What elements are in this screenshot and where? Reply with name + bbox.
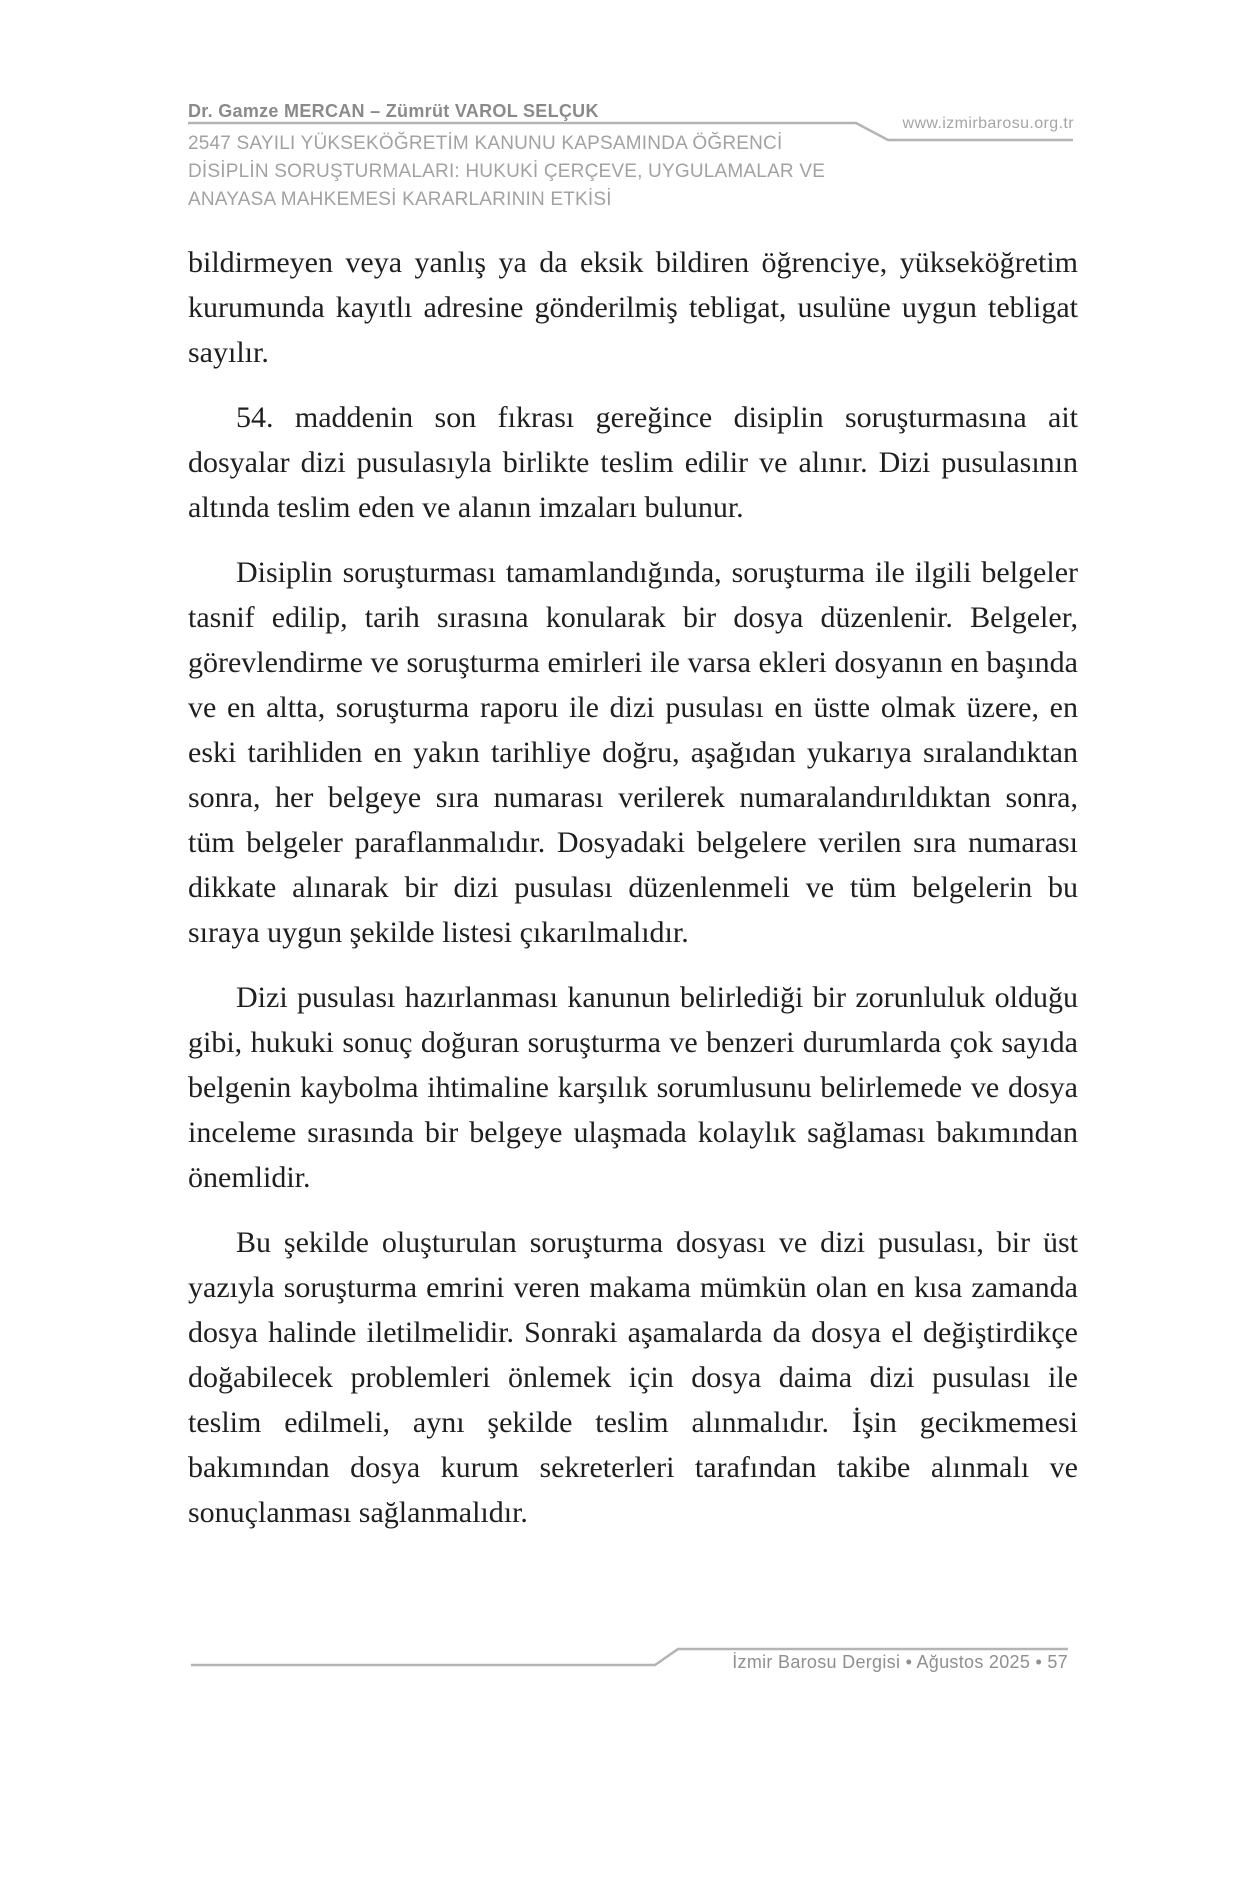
body-paragraph-4: Dizi pusulası hazırlanması kanunun belirlediği bir zorunluluk olduğu gibi, hukuki sonuç doğuran soruşturma ve benzeri durumlarda çok sayıda belgenin kaybolma ihtimaline karşılık sorumlusunu belirlemede ve dosya inceleme sırasında bir belgeye ulaşmada kolaylık sağlaması bakımından önemlidir. xyxy=(188,981,1078,1194)
article-title-line-2: DİSİPLİN SORUŞTURMALARI: HUKUKİ ÇERÇEVE, UYGULAMALAR VE xyxy=(188,161,826,182)
article-title xyxy=(188,130,948,214)
authors-line: Dr. Gamze MERCAN – Zümrüt VAROL SELÇUK xyxy=(188,101,599,121)
body-paragraph-3: Disiplin soruşturması tamamlandığında, soruşturma ile ilgili belgeler tasnif edilip, tarih sırasına konularak bir dosya düzenlenir. Belgeler, görevlendirme ve soruşturma emirleri ile varsa ekleri dosyanın en başında ve en altta, soruşturma raporu ile dizi pusulası en üstte olmak üzere, en eski tarihliden en yakın tarihliye doğru, aşağıdan yukarıya sıralandıktan sonra, her belgeye sıra numarası verilerek numaralandırıldıktan sonra, tüm belgeler paraflanmalıdır. Dosyadaki belgelere verilen sıra numarası dikkate alınarak bir dizi pusulası düzenlenmeli ve tüm belgelerin bu sıraya uygun şekilde listesi çıkarılmalıdır. xyxy=(188,556,1078,949)
body-paragraph-1: bildirmeyen veya yanlış ya da eksik bildiren öğrenciye, yükseköğretim kurumunda kayıtlı adresine gönderilmiş tebligat, usulüne uygun tebligat sayılır. xyxy=(188,246,1078,369)
article-title-line-1: 2547 SAYILI YÜKSEKÖĞRETİM KANUNU KAPSAMINDA ÖĞRENCİ xyxy=(188,133,783,154)
body-paragraph-5: Bu şekilde oluşturulan soruşturma dosyası ve dizi pusulası, bir üst yazıyla soruşturma emrini veren makama mümkün olan en kısa zamanda dosya halinde iletilmelidir. Sonraki aşamalarda da dosya el değiştirdikçe doğabilecek problemleri önlemek için dosya daima dizi pusulası ile teslim edilmeli, aynı şekilde teslim alınmalıdır. İşin gecikmemesi bakımından dosya kurum sekreterleri tarafından takibe alınmalı ve sonuçlanması sağlanmalıdır. xyxy=(188,1226,1078,1529)
article-title-line-3: ANAYASA MAHKEMESİ KARARLARININ ETKİSİ xyxy=(188,189,612,210)
body-paragraph-2: 54. maddenin son fıkrası gereğince disiplin soruşturmasına ait dosyalar dizi pusulasıyla birlikte teslim edilir ve alınır. Dizi pusulasının altında teslim eden ve alanın imzaları bulunur. xyxy=(188,401,1078,524)
article-body xyxy=(188,240,1078,1555)
website-url: www.izmirbarosu.org.tr xyxy=(902,115,1074,132)
journal-footer-text: İzmir Barosu Dergisi • Ağustos 2025 • 57 xyxy=(732,1652,1068,1672)
